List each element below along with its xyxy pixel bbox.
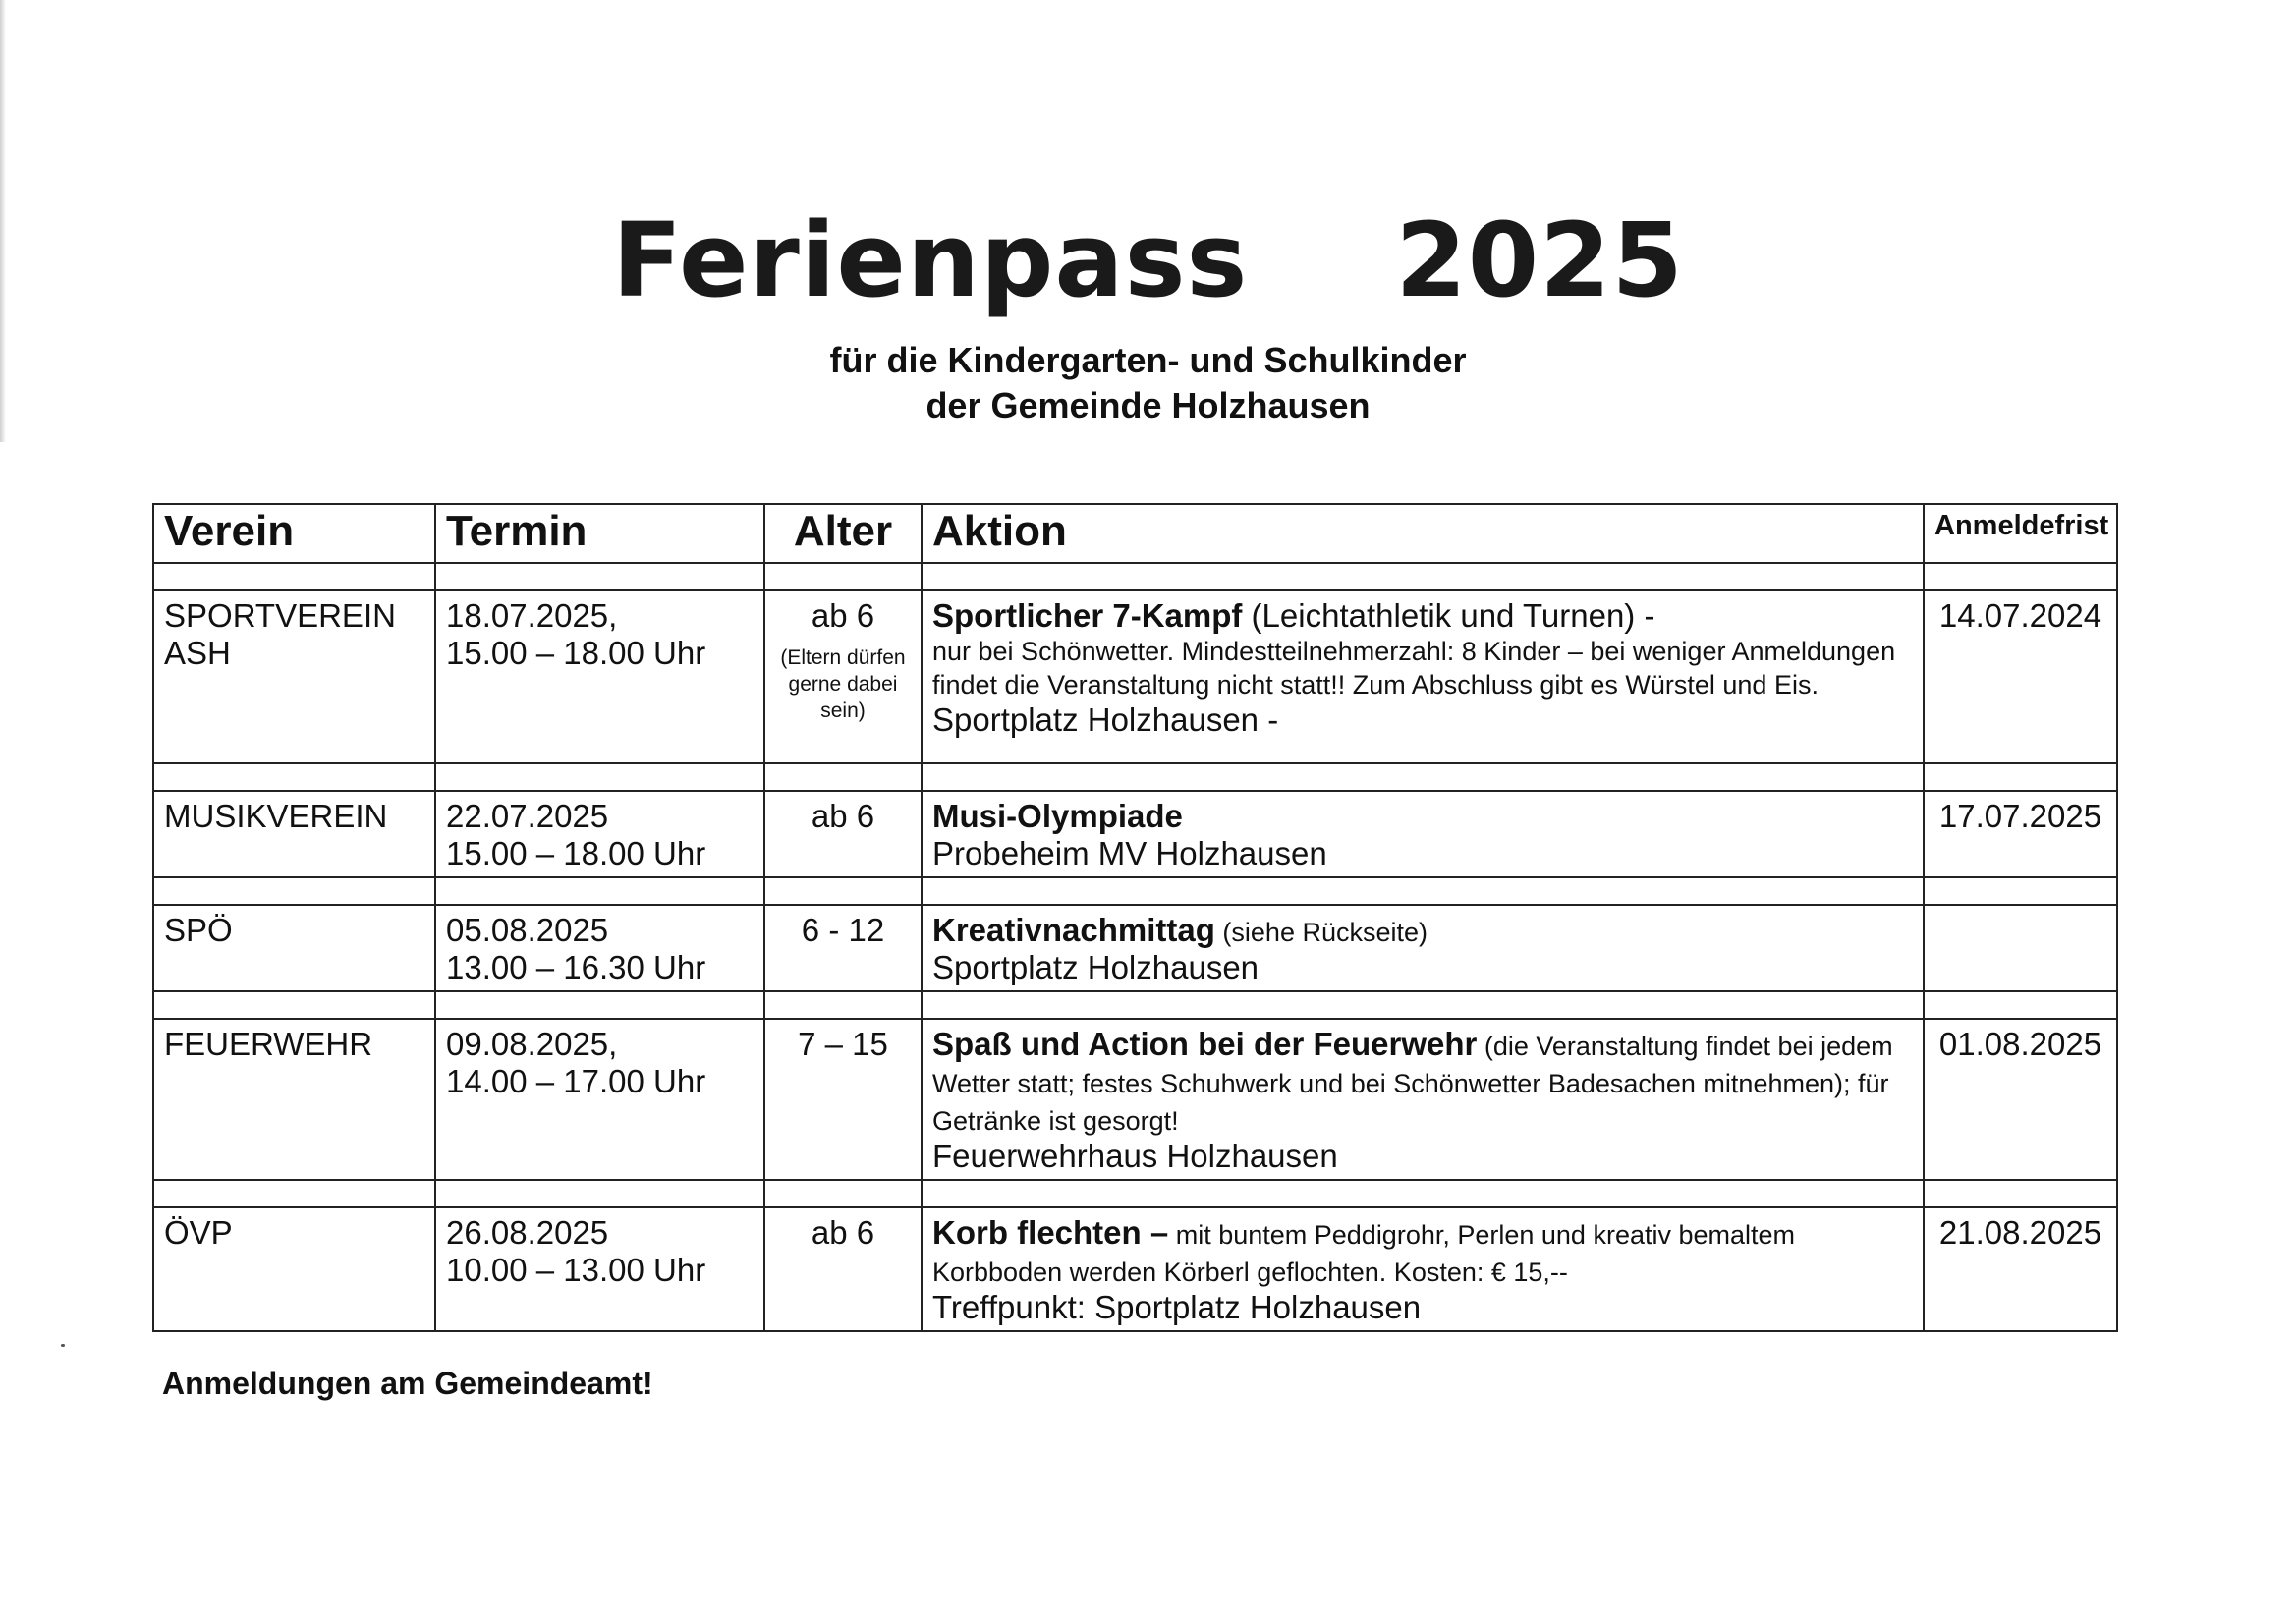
action-title: Spaß und Action bei der Feuerwehr [932,1026,1478,1062]
subtitle-line-1: für die Kindergarten- und Schulkinder [829,340,1467,380]
action-cell [922,1019,1924,1180]
event-time: 10.00 – 13.00 Uhr [446,1252,706,1288]
age-cell: 6 - 12 [764,905,922,991]
date-cell [435,791,764,877]
action-inline: (Leichtathletik und Turnen) - [1242,597,1655,634]
page-title [0,196,2296,324]
column-header-club: Verein [153,504,435,563]
action-cell [922,791,1924,877]
action-cell [922,905,1924,991]
club-cell: MUSIKVEREIN [153,791,435,877]
table-row [153,1019,2117,1180]
action-cell [922,590,1924,763]
title-year: 2025 [1395,200,1684,320]
action-note: nur bei Schönwetter. Mindestteilnehmerzahl: 8 Kinder – bei weniger Anmeldungen findet die Veranstaltung nicht statt!! Zum Abschluss gibt es Würstel und Eis. [932,637,1896,700]
table-row [153,590,2117,763]
registration-note: Anmeldungen am Gemeindeamt! [162,1366,653,1401]
action-location: Sportplatz Holzhausen - [932,701,1279,738]
action-location: Probeheim MV Holzhausen [932,835,1327,871]
column-header-date: Termin [435,504,764,563]
column-header-action: Aktion [922,504,1924,563]
deadline-cell [1924,905,2117,991]
age-range: ab 6 [811,597,875,634]
deadline-cell: 01.08.2025 [1924,1019,2117,1180]
event-time: 13.00 – 16.30 Uhr [446,949,706,985]
deadline-cell: 17.07.2025 [1924,791,2117,877]
table-header-row [153,504,2117,563]
deadline-cell: 21.08.2025 [1924,1207,2117,1331]
spacer-row [153,763,2117,791]
date-cell [435,590,764,763]
action-cell [922,1207,1924,1331]
event-date: 22.07.2025 [446,798,609,834]
club-cell: FEUERWEHR [153,1019,435,1180]
table-row [153,905,2117,991]
column-header-deadline: Anmeldefrist [1924,504,2117,563]
spacer-row [153,991,2117,1019]
event-time: 15.00 – 18.00 Uhr [446,635,706,671]
action-title: Sportlicher 7-Kampf [932,597,1243,634]
column-header-age: Alter [764,504,922,563]
club-cell: SPORTVEREIN ASH [153,590,435,763]
action-inline: (die Veranstaltung findet bei jedem Wetter statt; festes Schuhwerk und bei Schönwetter Badesachen mitnehmen); für Getränke ist gesorgt! [932,1032,1893,1136]
action-title: Kreativnachmittag [932,912,1215,948]
event-date: 18.07.2025, [446,597,618,634]
action-inline: (siehe Rückseite) [1214,918,1428,947]
program-table [152,503,2118,1332]
event-date: 09.08.2025, [446,1026,618,1062]
action-title: Musi-Olympiade [932,798,1183,834]
age-cell: 7 – 15 [764,1019,922,1180]
date-cell [435,1019,764,1180]
event-date: 05.08.2025 [446,912,609,948]
date-cell [435,1207,764,1331]
age-cell [764,590,922,763]
table-row [153,791,2117,877]
club-cell: SPÖ [153,905,435,991]
subtitle-line-2: der Gemeinde Holzhausen [925,385,1371,425]
event-date: 26.08.2025 [446,1214,609,1251]
scan-speck [61,1344,65,1347]
event-time: 15.00 – 18.00 Uhr [446,835,706,871]
age-cell: ab 6 [764,791,922,877]
action-inline: mit buntem Peddigrohr, Perlen und kreativ bemaltem Korbboden werden Körberl geflochten. Kosten: € 15,-- [932,1220,1796,1287]
deadline-cell: 14.07.2024 [1924,590,2117,763]
action-title: Korb flechten – [932,1214,1169,1251]
spacer-row [153,1180,2117,1207]
club-cell: ÖVP [153,1207,435,1331]
age-note: (Eltern dürfen gerne dabei sein) [780,646,906,722]
date-cell [435,905,764,991]
action-location: Treffpunkt: Sportplatz Holzhausen [932,1289,1422,1325]
event-time: 14.00 – 17.00 Uhr [446,1063,706,1099]
title-text: Ferienpass [612,200,1249,320]
table-row [153,1207,2117,1331]
spacer-row [153,877,2117,905]
action-location: Sportplatz Holzhausen [932,949,1260,985]
spacer-row [153,563,2117,590]
action-location: Feuerwehrhaus Holzhausen [932,1138,1338,1174]
age-cell: ab 6 [764,1207,922,1331]
